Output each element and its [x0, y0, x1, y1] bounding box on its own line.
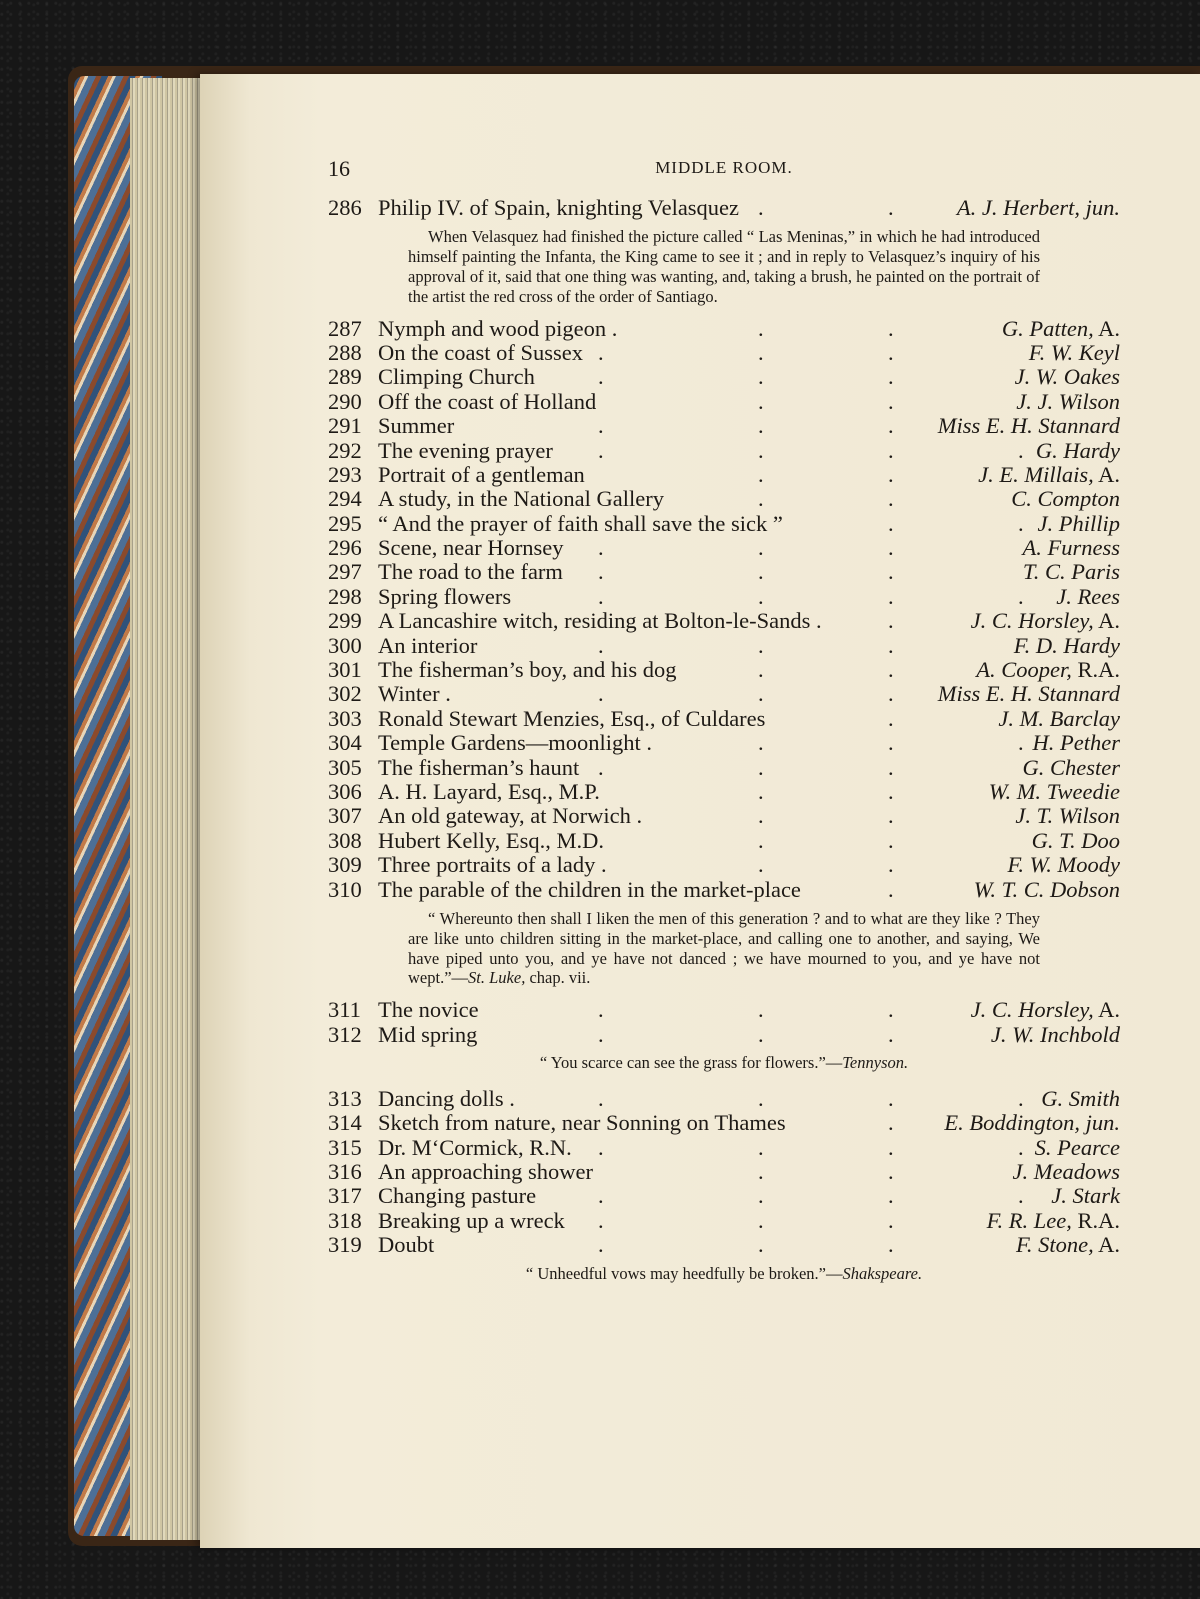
catalogue-entry [328, 634, 1120, 658]
leader-dot: . [758, 1134, 764, 1160]
leader-dot: . [598, 583, 604, 609]
leader-dots [328, 439, 1120, 463]
entry-number: 290 [328, 388, 362, 414]
leader-dot: . [598, 632, 604, 658]
leader-dot: . [1018, 1085, 1024, 1111]
catalogue-entry [328, 414, 1120, 438]
leader-dot: . [888, 1183, 894, 1209]
leader-dot: . [1018, 510, 1024, 536]
catalogue-entry [328, 1184, 1120, 1208]
entry-title: Portrait of a gentleman [378, 461, 585, 487]
entry-artist: G. Chester [1022, 754, 1120, 780]
entry-quote: “ Unheedful vows may heedfully be broken.”—Shakspeare. [525, 1263, 923, 1283]
entry-number: 296 [328, 535, 362, 561]
entry-number: 289 [328, 364, 362, 390]
leader-dots [328, 585, 1120, 609]
entry-number: 295 [328, 510, 362, 536]
entry-title: Philip IV. of Spain, knighting Velasquez [378, 195, 740, 220]
catalogue-entry [328, 317, 1120, 341]
leader-dot: . [888, 1134, 894, 1160]
entry-artist: J. Meadows [1012, 1159, 1120, 1185]
leader-dots [328, 634, 1120, 658]
catalogue-entry [328, 1160, 1120, 1184]
entry-number: 299 [328, 608, 362, 634]
entry-title: Winter . [378, 681, 451, 707]
leader-dot: . [888, 388, 894, 414]
page-edges [130, 78, 210, 1540]
leader-dot: . [888, 1021, 894, 1047]
entry-artist: W. T. C. Dobson [973, 876, 1120, 902]
entry-artist: W. M. Tweedie [988, 779, 1120, 804]
entry-number: 286 [328, 195, 362, 220]
entry-artist: J. J. Wilson [1016, 388, 1120, 414]
leader-dot: . [758, 461, 764, 487]
catalogue-entry [328, 196, 1120, 220]
leader-dots [328, 390, 1120, 414]
leader-dots [328, 756, 1120, 780]
entry-number: 303 [328, 705, 362, 731]
entry-title: Dancing dolls . [378, 1085, 515, 1111]
leader-dot: . [888, 364, 894, 390]
entry-artist: E. Boddington, jun. [944, 1110, 1120, 1136]
entry-note: “ Whereunto then shall I liken the men of this generation ? and to what are they like ? They are like unto children sitting in the market-place, and calling one to another, and saying, We have piped unto you, and ye have not danced ; we have mourned to you, and ye have not wept.”—St. Luke, chap. vii. [408, 908, 1040, 988]
entry-title: Mid spring [378, 1021, 478, 1047]
leader-dot: . [1018, 437, 1024, 463]
entry-artist: Miss E. H. Stannard [937, 413, 1120, 439]
entry-title: Summer [378, 413, 455, 439]
leader-dot: . [1018, 583, 1024, 609]
leader-dots [328, 998, 1120, 1022]
entry-number: 297 [328, 559, 362, 585]
entry-number: 300 [328, 632, 362, 658]
leader-dot: . [758, 413, 764, 439]
leader-dot: . [888, 997, 894, 1023]
entry-number: 311 [328, 997, 361, 1023]
leader-dot: . [888, 535, 894, 561]
leader-dot: . [758, 997, 764, 1023]
catalogue-entry [328, 536, 1120, 560]
leader-dot: . [888, 852, 894, 878]
leader-dot: . [888, 754, 894, 780]
leader-dot: . [758, 657, 764, 683]
catalogue-entry [328, 1233, 1120, 1257]
entry-number: 307 [328, 803, 362, 829]
entry-title: On the coast of Sussex [378, 339, 583, 365]
leader-dots [328, 1023, 1120, 1047]
leader-dots [328, 609, 1120, 633]
entry-list [328, 317, 1120, 902]
leader-dots [328, 658, 1120, 682]
entry-title: The evening prayer [378, 437, 553, 463]
entry-number: 294 [328, 486, 362, 512]
entry-number: 287 [328, 315, 362, 341]
leader-dot: . [888, 1207, 894, 1233]
leader-dot: . [758, 195, 764, 220]
catalogue-entry [328, 512, 1120, 536]
leader-dot: . [888, 315, 894, 341]
leader-dot: . [758, 1021, 764, 1047]
leader-dot: . [598, 1085, 604, 1111]
leader-dot: . [758, 1159, 764, 1185]
leader-dots [328, 1209, 1120, 1233]
entry-artist: J. Phillip [1037, 510, 1120, 536]
leader-dot: . [888, 583, 894, 609]
entry-number: 301 [328, 657, 362, 683]
entry-artist: T. C. Paris [1022, 559, 1120, 585]
leader-dot: . [758, 827, 764, 853]
entry-artist: H. Pether [1032, 730, 1120, 756]
leader-dot: . [758, 779, 764, 804]
entry-title: Changing pasture [378, 1183, 537, 1209]
book-page [200, 74, 1200, 1548]
leader-dot: . [598, 559, 604, 585]
leader-dots [328, 1233, 1120, 1257]
leader-dot: . [888, 1159, 894, 1185]
catalogue-entry [328, 998, 1120, 1022]
leader-dot: . [1018, 730, 1024, 756]
catalogue-entry [328, 707, 1120, 731]
leader-dot: . [888, 1232, 894, 1258]
entry-title: Ronald Stewart Menzies, Esq., of Culdares [378, 705, 766, 731]
leader-dots [328, 341, 1120, 365]
catalogue-entry [328, 878, 1120, 902]
entry-artist: J. Rees [1056, 583, 1120, 609]
catalogue-entry [328, 341, 1120, 365]
leader-dots [328, 1160, 1120, 1184]
entry-number: 291 [328, 413, 362, 439]
entry-artist: Miss E. H. Stannard [937, 681, 1120, 707]
entry-title: A Lancashire witch, residing at Bolton-le-Sands . [378, 608, 822, 634]
entry-artist: G. Smith [1041, 1085, 1120, 1111]
leader-dot: . [888, 1110, 894, 1136]
catalogue-entry [328, 853, 1120, 877]
entry-note: When Velasquez had finished the picture called “ Las Meninas,” in which he had introduced himself painting the Infanta, the King came to see it ; and in reply to Velasquez’s inquiry of his approval of it, said that one thing was wanting, and, taking a brush, he painted on the portrait of the artist the red cross of the order of Santiago. [408, 227, 1040, 306]
catalogue-entry [328, 780, 1120, 804]
catalogue-entry [328, 682, 1120, 706]
leader-dot: . [888, 437, 894, 463]
leader-dot: . [888, 681, 894, 707]
catalogue-entry [328, 1087, 1120, 1111]
leader-dot: . [888, 413, 894, 439]
entry-title: An approaching shower [378, 1159, 593, 1185]
entry-artist: J. Stark [1051, 1183, 1120, 1209]
leader-dot: . [1018, 1134, 1024, 1160]
leader-dots [328, 365, 1120, 389]
leader-dots [328, 196, 1120, 220]
leader-dot: . [758, 1085, 764, 1111]
entry-number: 310 [328, 876, 362, 902]
catalogue-entry [328, 804, 1120, 828]
page-number: 16 [328, 156, 350, 181]
leader-dots [328, 463, 1120, 487]
leader-dot: . [598, 681, 604, 707]
catalogue-entry [328, 1023, 1120, 1047]
entry-title: Scene, near Hornsey [378, 535, 564, 561]
entry-artist: F. Stone, A. [1016, 1232, 1120, 1258]
leader-dot: . [888, 876, 894, 902]
entry-number: 319 [328, 1232, 362, 1258]
leader-dots [328, 536, 1120, 560]
entry-title: A study, in the National Gallery [378, 486, 664, 512]
leader-dot: . [888, 486, 894, 512]
leader-dot: . [598, 1021, 604, 1047]
leader-dots [328, 804, 1120, 828]
entry-artist: J. W. Inchbold [990, 1021, 1120, 1047]
leader-dot: . [758, 315, 764, 341]
catalogue-entry [328, 585, 1120, 609]
entry-title: Sketch from nature, near Sonning on Thames [378, 1110, 786, 1136]
entry-artist: J. E. Millais, A. [978, 461, 1120, 487]
leader-dots [328, 1136, 1120, 1160]
entry-number: 314 [328, 1110, 362, 1136]
entry-artist: G. T. Doo [1031, 827, 1120, 853]
catalogue-entry [328, 609, 1120, 633]
entry-number: 313 [328, 1085, 362, 1111]
entry-quote: “ You scarce can see the grass for flowers.”—Tennyson. [539, 1052, 909, 1072]
entry-artist: G. Hardy [1035, 437, 1120, 463]
leader-dot: . [758, 559, 764, 585]
leader-dot: . [758, 535, 764, 561]
leader-dot: . [758, 754, 764, 780]
leader-dot: . [758, 583, 764, 609]
leader-dot: . [758, 388, 764, 414]
entry-list [328, 998, 1120, 1047]
leader-dots [328, 682, 1120, 706]
entry-number: 298 [328, 583, 362, 609]
catalogue-entry [328, 1111, 1120, 1135]
entry-number: 312 [328, 1021, 362, 1047]
entry-title: Dr. M‘Cormick, R.N. [378, 1134, 572, 1160]
leader-dot: . [888, 339, 894, 365]
entry-number: 316 [328, 1159, 362, 1185]
leader-dot: . [758, 339, 764, 365]
leader-dots [328, 317, 1120, 341]
entry-title: An interior [378, 632, 478, 658]
catalogue-entry [328, 1209, 1120, 1233]
leader-dots [328, 1087, 1120, 1111]
entry-title: Temple Gardens—moonlight . [378, 730, 652, 756]
entry-artist: F. W. Keyl [1028, 339, 1120, 365]
leader-dots [328, 731, 1120, 755]
entry-title: “ And the prayer of faith shall save the sick ” [378, 510, 783, 536]
leader-dot: . [888, 657, 894, 683]
leader-dot: . [888, 195, 894, 220]
entry-number: 308 [328, 827, 362, 853]
leader-dot: . [758, 1232, 764, 1258]
catalogue-entry [328, 731, 1120, 755]
entry-number: 306 [328, 779, 362, 804]
entry-title: Doubt [378, 1232, 435, 1258]
entry-list [328, 1087, 1120, 1258]
entry-number: 318 [328, 1207, 362, 1233]
entry-artist: S. Pearce [1034, 1134, 1120, 1160]
leader-dot: . [888, 461, 894, 487]
leader-dots [328, 853, 1120, 877]
leader-dot: . [758, 632, 764, 658]
leader-dot: . [888, 1085, 894, 1111]
leader-dot: . [598, 1232, 604, 1258]
entry-title: The parable of the children in the market-place [378, 876, 801, 902]
leader-dots [328, 780, 1120, 804]
entry-title: Three portraits of a lady . [378, 852, 607, 878]
leader-dot: . [888, 632, 894, 658]
entry-title: The road to the farm [378, 559, 563, 585]
entry-artist: F. W. Moody [1007, 852, 1120, 878]
entry-title: Spring flowers [378, 583, 512, 609]
leader-dot: . [758, 852, 764, 878]
leader-dot: . [598, 535, 604, 561]
leader-dot: . [598, 1134, 604, 1160]
entry-number: 292 [328, 437, 362, 463]
leader-dot: . [758, 1207, 764, 1233]
leader-dot: . [598, 754, 604, 780]
leader-dot: . [888, 510, 894, 536]
leader-dot: . [758, 681, 764, 707]
leader-dot: . [888, 730, 894, 756]
entry-artist: C. Compton [1011, 486, 1120, 512]
entry-title: Nymph and wood pigeon . [378, 315, 618, 341]
running-head: MIDDLE ROOM. [655, 158, 793, 177]
entry-title: The fisherman’s boy, and his dog [378, 657, 677, 683]
catalogue-entry [328, 756, 1120, 780]
leader-dots [328, 707, 1120, 731]
entry-title: Climping Church [378, 364, 535, 390]
leader-dots [328, 512, 1120, 536]
leader-dot: . [758, 364, 764, 390]
leader-dots [328, 487, 1120, 511]
entry-artist: J. T. Wilson [1015, 803, 1120, 829]
entry-number: 293 [328, 461, 362, 487]
entry-artist: J. C. Horsley, A. [970, 608, 1120, 634]
leader-dot: . [598, 1207, 604, 1233]
page-content [328, 156, 1120, 1298]
leader-dots [328, 829, 1120, 853]
leader-dot: . [598, 997, 604, 1023]
entry-number: 317 [328, 1183, 362, 1209]
leader-dot: . [758, 437, 764, 463]
entry-title: A. H. Layard, Esq., M.P. [378, 779, 600, 804]
catalogue-entry [328, 560, 1120, 584]
entry-artist: A. Cooper, R.A. [976, 657, 1120, 683]
leader-dot: . [598, 364, 604, 390]
leader-dot: . [758, 803, 764, 829]
leader-dot: . [888, 803, 894, 829]
leader-dot: . [888, 608, 894, 634]
entry-title: Breaking up a wreck [378, 1207, 565, 1233]
leader-dot: . [598, 437, 604, 463]
leader-dot: . [598, 1183, 604, 1209]
leader-dots [328, 878, 1120, 902]
entry-artist: A. J. Herbert, jun. [956, 195, 1120, 220]
leader-dot: . [888, 827, 894, 853]
leader-dot: . [758, 730, 764, 756]
entry-artist: G. Patten, A. [1001, 315, 1120, 341]
catalogue-entry [328, 487, 1120, 511]
leader-dot: . [758, 1183, 764, 1209]
leader-dots [328, 1184, 1120, 1208]
entry-title: The fisherman’s haunt [378, 754, 580, 780]
catalogue-entry [328, 390, 1120, 414]
leader-dot: . [888, 779, 894, 804]
catalogue-entry [328, 365, 1120, 389]
entry-title: Off the coast of Holland [378, 388, 597, 414]
entry-number: 304 [328, 730, 362, 756]
entry-number: 315 [328, 1134, 362, 1160]
catalogue-entry [328, 829, 1120, 853]
leader-dots [328, 1111, 1120, 1135]
entry-title: Hubert Kelly, Esq., M.D. [378, 827, 605, 853]
leader-dot: . [598, 413, 604, 439]
entry-artist: J. W. Oakes [1014, 364, 1120, 390]
catalogue-entry [328, 658, 1120, 682]
leader-dot: . [888, 559, 894, 585]
entry-title: The novice [378, 997, 479, 1023]
catalogue-entry [328, 1136, 1120, 1160]
catalogue-entry [328, 463, 1120, 487]
catalogue-entry [328, 439, 1120, 463]
entry-artist: J. C. Horsley, A. [970, 997, 1120, 1023]
entry-number: 309 [328, 852, 362, 878]
entry-artist: F. D. Hardy [1013, 632, 1120, 658]
leader-dots [328, 414, 1120, 438]
leader-dot: . [1018, 1183, 1024, 1209]
entry-artist: A. Furness [1022, 535, 1120, 561]
entry-artist: J. M. Barclay [998, 705, 1120, 731]
leader-dot: . [758, 486, 764, 512]
page-header [328, 156, 1120, 196]
leader-dot: . [598, 339, 604, 365]
entry-number: 305 [328, 754, 362, 780]
leader-dot: . [888, 705, 894, 731]
entry-artist: F. R. Lee, R.A. [986, 1207, 1120, 1233]
leader-dots [328, 560, 1120, 584]
entry-number: 288 [328, 339, 362, 365]
entry-title: An old gateway, at Norwich . [378, 803, 643, 829]
entry-number: 302 [328, 681, 362, 707]
